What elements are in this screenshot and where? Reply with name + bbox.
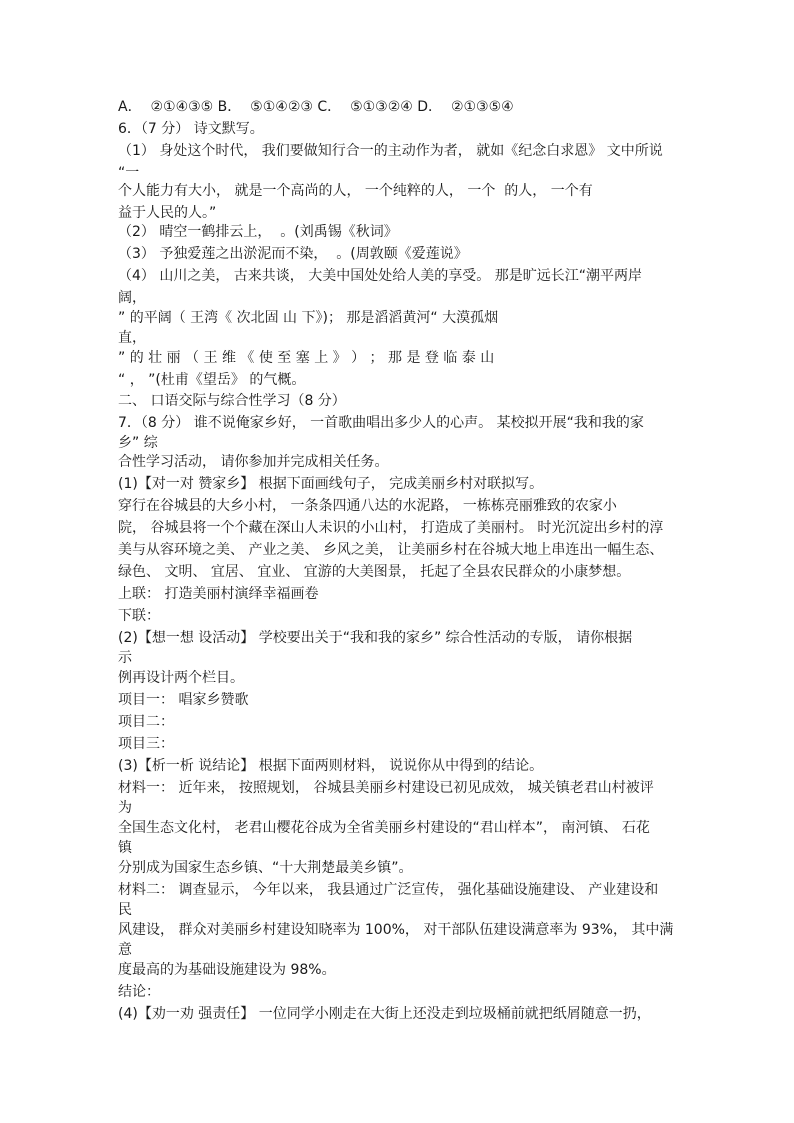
material-1-line5: 分别成为国家生态乡镇、“十大荆楚最美乡镇”。: [118, 860, 413, 876]
q7-passage-line2: 院， 谷城县将一个个藏在深山人未识的小山村， 打造成了美丽村。 时光沉淀出乡村的淳: [118, 520, 664, 536]
lower-couplet: 下联：: [118, 608, 160, 624]
conclusion-label: 结论：: [118, 984, 160, 1000]
q6-part4-line4: 直，: [118, 330, 146, 346]
answer-options-line: A． ②①④③⑤ B． ⑤①④②③ C． ⑤①③②④ D． ②①③⑤④: [118, 99, 514, 115]
q6-part1-line4: 益于人民的人。”: [118, 205, 217, 221]
question-7-line1: 7．（8 分） 谁不说俺家乡好， 一首歌曲唱出多少人的心声。 某校拟开展“我和我的家: [118, 415, 644, 431]
q6-part1-line1: （1） 身处这个时代， 我们要做知行合一的主动作为者， 就如《纪念白求恩》 文中所说: [118, 143, 663, 159]
material-2-line5: 度最高的为基础设施建设为 98%。: [118, 962, 336, 978]
material-1-line4: 镇: [118, 840, 132, 856]
project-3: 项目三：: [118, 736, 174, 752]
q7-passage-line4: 绿色、 文明、 宜居、 宜业、 宜游的大美图景， 托起了全县农民群众的小康梦想。: [118, 564, 631, 580]
q7-part2-line2: 示: [118, 650, 132, 666]
material-1-line3: 全国生态文化村， 老君山樱花谷成为全省美丽乡村建设的“君山样本”， 南河镇、 石花: [118, 820, 650, 836]
q6-part4-line3: ” 的平阔（ 王湾《 次北固 山 下》)； 那是滔滔黄河“ 大漠孤烟: [118, 310, 499, 326]
material-1-line2: 为: [118, 800, 132, 816]
question-7-line2: 乡” 综: [118, 435, 158, 451]
project-2: 项目二：: [118, 714, 174, 730]
q6-part2-line: （2） 晴空一鹤排云上， 。(刘禹锡《秋词》: [118, 224, 398, 240]
q6-part1-line2: “一: [118, 165, 140, 181]
material-2-line3: 风建设， 群众对美丽乡村建设知晓率为 100%， 对干部队伍建设满意率为 93%， 其中满: [118, 922, 674, 938]
q7-part4-line: (4)【劝一劝 强责任】 一位同学小刚走在大街上还没走到垃圾桶前就把纸屑随意一扔，: [118, 1006, 651, 1022]
q6-part3-line: （3） 予独爱莲之出淤泥而不染， 。(周敦颐《爱莲说》: [118, 246, 468, 262]
upper-couplet: 上联： 打造美丽村演绎幸福画卷: [118, 586, 319, 602]
q7-part2-line1: (2)【想一想 设活动】 学校要出关于“我和我的家乡” 综合性活动的专版， 请你根据: [118, 630, 633, 646]
project-1: 项目一： 唱家乡赞歌: [118, 692, 249, 708]
material-2-line2: 民: [118, 902, 132, 918]
material-2-line1: 材料二： 调查显示， 今年以来， 我县通过广泛宣传， 强化基础设施建设、 产业建设和: [118, 882, 659, 898]
question-6-heading: 6．（7 分） 诗文默写。: [118, 121, 264, 137]
material-2-line4: 意: [118, 942, 132, 958]
q6-part4-line2: 阔，: [118, 290, 146, 306]
q6-part1-line3: 个人能力有大小， 就是一个高尚的人， 一个纯粹的人， 一个 的人， 一个有: [118, 183, 593, 199]
q6-part4-line1: （4） 山川之美， 古来共谈， 大美中国处处给人美的享受。 那是旷远长江“潮平两岸: [118, 268, 642, 284]
q7-passage-line3: 美与从容环境之美、 产业之美、 乡风之美， 让美丽乡村在谷城大地上串连出一幅生态、: [118, 542, 664, 558]
material-1-line1: 材料一： 近年来， 按照规划， 谷城县美丽乡村建设已初见成效， 城关镇老君山村被评: [118, 780, 654, 796]
q7-part3-heading: (3)【析一析 说结论】 根据下面两则材料， 说说你从中得到的结论。: [118, 758, 544, 774]
question-7-line3: 合性学习活动， 请你参加并完成相关任务。: [118, 454, 389, 470]
section-2-heading: 二、 口语交际与综合性学习（8 分）: [118, 393, 346, 409]
q7-part1-heading: (1)【对一对 赞家乡】 根据下面画线句子， 完成美丽乡村对联拟写。: [118, 476, 544, 492]
q6-part4-line5: ” 的 壮 丽 （ 王 维 《 使 至 塞 上 》 ） ； 那 是 登 临 泰 山: [118, 350, 495, 366]
q6-part4-line6: “ ， ”(杜甫《望岳》 的气概。: [118, 372, 306, 388]
q7-passage-line1: 穿行在谷城县的大乡小村， 一条条四通八达的水泥路， 一栋栋亮丽雅致的农家小: [118, 498, 617, 514]
q7-part2-line3: 例再设计两个栏目。: [118, 670, 244, 686]
